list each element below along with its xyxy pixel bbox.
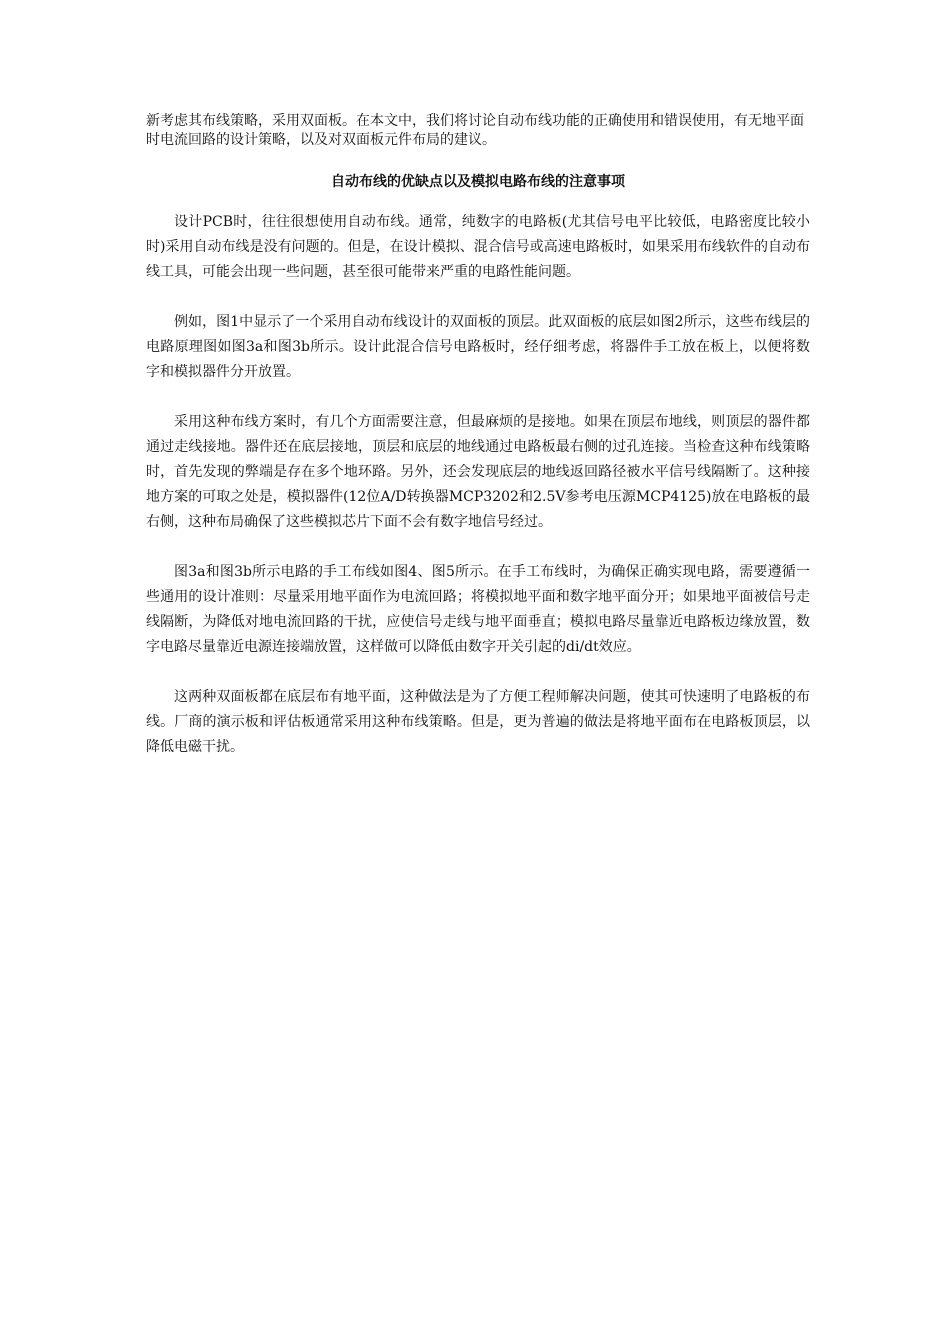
body-paragraph: 这两种双面板都在底层布有地平面，这种做法是为了方便工程师解决问题，使其可快速明了电路板的布线。厂商的演示板和评估板通常采用这种布线策略。但是，更为普遍的做法是将地平面布在电路板顶层，以降低电磁干扰。 <box>146 689 810 755</box>
body-paragraph: 设计PCB时，往往很想使用自动布线。通常，纯数字的电路板(尤其信号电平比较低，电路密度比较小时)采用自动布线是没有问题的。但是，在设计模拟、混合信号或高速电路板时，如果采用布线软件的自动布线工具，可能会出现一些问题，甚至很可能带来严重的电路性能问题。 <box>146 214 810 280</box>
body-paragraph: 例如，图1中显示了一个采用自动布线设计的双面板的顶层。此双面板的底层如图2所示，这些布线层的电路原理图如图3a和图3b所示。设计此混合信号电路板时，经仔细考虑，将器件手工放在板上，以便将数字和模拟器件分开放置。 <box>146 314 810 380</box>
intro-paragraph: 新考虑其布线策略，采用双面板。在本文中，我们将讨论自动布线功能的正确使用和错误使用，有无地平面时电流回路的设计策略，以及对双面板元件布局的建议。 <box>146 113 804 148</box>
document-body <box>146 112 810 785</box>
body-paragraph: 图3a和图3b所示电路的手工布线如图4、图5所示。在手工布线时，为确保正确实现电路，需要遵循一些通用的设计准则：尽量采用地平面作为电流回路；将模拟地平面和数字地平面分开；如果地平面被信号走线隔断，为降低对地电流回路的干扰，应使信号走线与地平面垂直；模拟电路尽量靠近电路板边缘放置，数字电路尽量靠近电源连接端放置，这样做可以降低由数字开关引起的di/dt效应。 <box>146 564 810 655</box>
body-paragraph: 采用这种布线方案时，有几个方面需要注意，但最麻烦的是接地。如果在顶层布地线，则顶层的器件都通过走线接地。器件还在底层接地，顶层和底层的地线通过电路板最右侧的过孔连接。当检查这种布线策略时，首先发现的弊端是存在多个地环路。另外，还会发现底层的地线返回路径被水平信号线隔断了。这种接地方案的可取之处是，模拟器件(12位A/D转换器MCP3202和2.5V参考电压源MCP4125)放在电路板的最右侧，这种布局确保了这些模拟芯片下面不会有数字地信号经过。 <box>146 414 810 530</box>
section-heading: 自动布线的优缺点以及模拟电路布线的注意事项 <box>331 174 625 190</box>
